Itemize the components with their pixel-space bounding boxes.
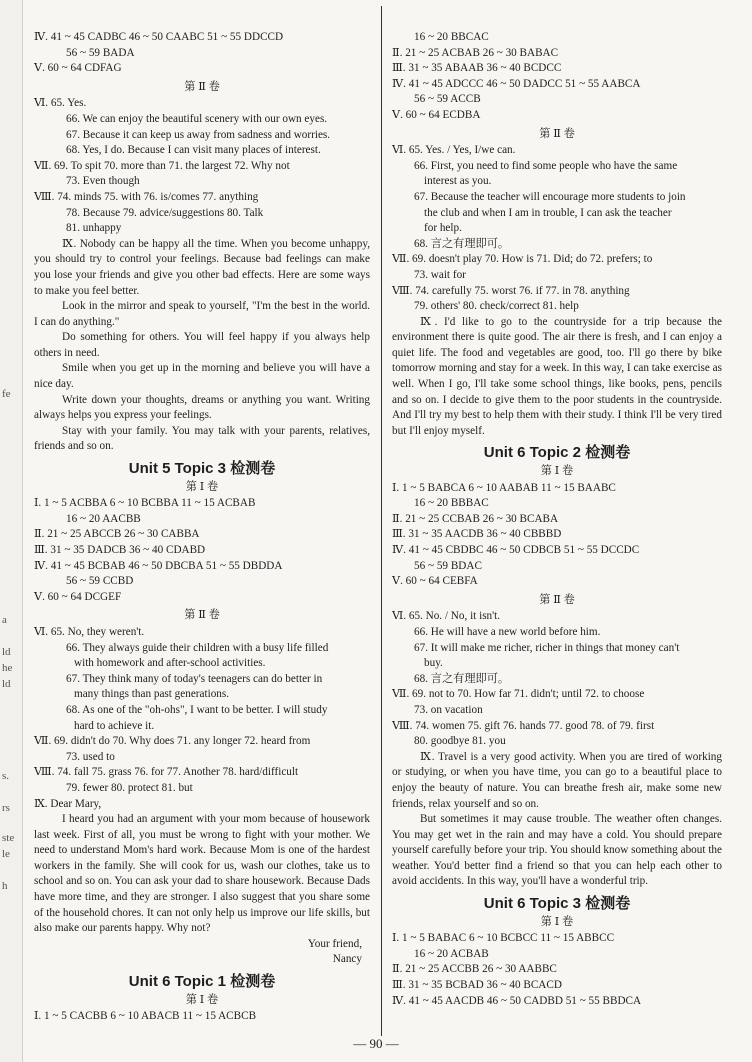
answer-line: Ⅱ. 21 ~ 25 ACBAB 26 ~ 30 BABAC (392, 46, 559, 59)
answer-line: Ⅴ. 60 ~ 64 CEBFA (392, 575, 478, 588)
section-heading: 第 Ⅱ 卷 (539, 127, 575, 140)
left-column (34, 30, 370, 1025)
answer-line: 66. First, you need to find some people who have the same (414, 159, 678, 172)
answer-line: 56 ~ 59 ACCB (414, 93, 481, 106)
margin-fragment: a (2, 614, 7, 626)
answer-line: Ⅳ. 41 ~ 45 AACDB 46 ~ 50 CADBD 51 ~ 55 BBDCA (392, 994, 642, 1007)
section-heading: 第 Ⅱ 卷 (184, 609, 220, 622)
answer-line: Ⅰ. 1 ~ 5 ACBBA 6 ~ 10 BCBBA 11 ~ 15 ACBAB (34, 497, 256, 510)
answer-line: Ⅶ. 69. not to 70. How far 71. didn't; until 72. to choose (392, 688, 645, 701)
section-heading: 第 Ⅱ 卷 (539, 593, 575, 606)
page-number: — 90 — (353, 1036, 399, 1051)
margin-fragment: ld (2, 678, 11, 690)
answer-line: Ⅲ. 31 ~ 35 BCBAD 36 ~ 40 BCACD (392, 979, 562, 992)
answer-line: hard to achieve it. (74, 719, 155, 732)
unit-title: Unit 6 Topic 1 检测卷 (128, 973, 276, 991)
answer-line: Ⅲ. 31 ~ 35 AACDB 36 ~ 40 CBBBD (392, 528, 562, 541)
section-heading: 第 Ⅰ 卷 (540, 465, 574, 478)
answer-line: 79. fewer 80. protect 81. but (66, 781, 193, 794)
answer-line: the club and when I am in trouble, I can ask the teacher (424, 206, 672, 219)
answer-line: 68. Yes, I do. Because I can visit many places of interest. (66, 144, 321, 157)
letter-signoff: Nancy (332, 953, 362, 966)
answer-line: 80. goodbye 81. you (414, 735, 506, 748)
answer-line: Ⅵ. 65. Yes. (34, 97, 87, 110)
answer-line: Ⅶ. 69. To spit 70. more than 71. the largest 72. Why not (34, 159, 290, 172)
answer-line: with homework and after-school activities. (74, 657, 266, 670)
paragraph: But sometimes it may cause trouble. The weather often changes. You may get wet in the rain and may have a cold. You should prepare yourself carefully before your trip. You should know something about the weather. You'd better find a friend so that you can help each other to avoid accidents. In this way, you'll have a wonderful trip. (392, 813, 722, 888)
answer-line: 67. It will make me richer, richer in things that money can't (414, 641, 680, 654)
answer-line: Ⅱ. 21 ~ 25 ACCBB 26 ~ 30 AABBC (392, 963, 557, 976)
right-column (392, 30, 722, 1009)
answer-line: Ⅲ. 31 ~ 35 ABAAB 36 ~ 40 BCDCC (392, 62, 562, 75)
paragraph: Write down your thoughts, dreams or anything you want. Writing always helps you express your feelings. (34, 393, 370, 422)
answer-line: Ⅷ. 74. fall 75. grass 76. for 77. Another 78. hard/difficult (34, 766, 299, 779)
paragraph: Stay with your family. You may talk with your parents, relatives, friends and so on. (34, 424, 370, 453)
answer-line: 16 ~ 20 BBCAC (414, 31, 489, 43)
answer-line: 68. As one of the "oh-ohs", I want to be better. I will study (66, 703, 328, 716)
answer-line: 16 ~ 20 ACBAB (414, 947, 489, 960)
section-heading: 第 Ⅱ 卷 (184, 80, 220, 93)
answer-line: Ⅷ. 74. women 75. gift 76. hands 77. good 78. of 79. first (392, 719, 655, 732)
letter-signoff: Your friend, (307, 937, 362, 950)
section-heading: 第 Ⅰ 卷 (185, 480, 219, 493)
answer-line: Ⅶ. 69. didn't do 70. Why does 71. any longer 72. heard from (34, 735, 311, 748)
margin-fragment: fe (2, 388, 11, 400)
paragraph: I heard you had an argument with your mom because of housework last week. First of all, you must be wrong to fight with your mother. We need to understand Mom's hard work. Because Mom is one of the hardest workers in the family. She will cook for us, wash our clothes, take us to school and so on. You can ask your dad to share housework. Because Dads have more time, and they are stronger. I also suggest that you share some of the household chores. It can not only help us improve our life skills, but also make our parents happy. Why not? (34, 813, 370, 935)
answer-line: 73. wait for (414, 268, 466, 281)
section-heading: 第 Ⅰ 卷 (540, 915, 574, 928)
answer-line: Ⅳ. 41 ~ 45 CBDBC 46 ~ 50 CDBCB 51 ~ 55 DCCDC (392, 544, 640, 556)
answer-line: 67. They think many of today's teenagers can do better in (66, 672, 323, 685)
unit-title: Unit 6 Topic 3 检测卷 (483, 895, 631, 913)
answer-line: 79. others' 80. check/correct 81. help (414, 300, 579, 313)
answer-line: many things than past generations. (74, 688, 230, 701)
answer-line: Ⅴ. 60 ~ 64 CDFAG (34, 62, 122, 75)
margin-fragment: he (2, 662, 13, 674)
answer-line: Ⅴ. 60 ~ 64 DCGEF (34, 590, 122, 603)
answer-line: 56 ~ 59 CCBD (66, 575, 134, 588)
answer-line: Ⅲ. 31 ~ 35 DADCB 36 ~ 40 CDABD (34, 544, 206, 556)
answer-line: 67. Because it can keep us away from sadness and worries. (66, 128, 331, 141)
paragraph: Ⅸ. Travel is a very good activity. When you are tired of working or studying, or when you have time, you can go to a beautiful place to enjoy the beauty of nature. You can breathe fresh air, make some new friends, relax yourself and so on. (392, 750, 722, 810)
margin-fragment: ste (2, 832, 15, 844)
answer-line: Ⅷ. 74. minds 75. with 76. is/comes 77. anything (34, 190, 259, 203)
answer-line: Ⅸ. Dear Mary, (34, 797, 102, 810)
answer-line: interest as you. (424, 175, 492, 188)
answer-line: 56 ~ 59 BDAC (414, 559, 482, 572)
answer-line: 66. We can enjoy the beautiful scenery with our own eyes. (66, 112, 328, 125)
answer-line: buy. (424, 657, 443, 670)
answer-line: Ⅶ. 69. doesn't play 70. How is 71. Did; do 72. prefers; to (392, 253, 653, 266)
answer-line: Ⅰ. 1 ~ 5 BABAC 6 ~ 10 BCBCC 11 ~ 15 ABBCC (392, 932, 615, 945)
column-divider (381, 6, 382, 1036)
answer-line: Ⅱ. 21 ~ 25 ABCCB 26 ~ 30 CABBA (34, 528, 200, 541)
answer-line: 78. Because 79. advice/suggestions 80. Talk (66, 206, 264, 219)
answer-line: Ⅰ. 1 ~ 5 CACBB 6 ~ 10 ABACB 11 ~ 15 ACBCB (34, 1010, 257, 1023)
unit-title: Unit 5 Topic 3 检测卷 (128, 460, 276, 478)
answer-line: 68. 言之有理即可。 (414, 237, 510, 250)
answer-line: 67. Because the teacher will encourage more students to join (414, 190, 686, 203)
answer-line: Ⅴ. 60 ~ 64 ECDBA (392, 108, 481, 121)
margin-fragment: s. (2, 770, 10, 782)
answer-line: 68. 言之有理即可。 (414, 672, 510, 685)
margin-fragment: le (2, 848, 10, 860)
answer-line: Ⅷ. 74. carefully 75. worst 76. if 77. in 78. anything (392, 284, 630, 297)
section-heading: 第 Ⅰ 卷 (185, 993, 219, 1006)
answer-line: 73. used to (66, 750, 115, 763)
answer-line: Ⅰ. 1 ~ 5 BABCA 6 ~ 10 AABAB 11 ~ 15 BAABC (392, 481, 616, 494)
answer-line: Ⅳ. 41 ~ 45 ADCCC 46 ~ 50 DADCC 51 ~ 55 AABCA (392, 77, 641, 90)
answer-line: Ⅵ. 65. No, they weren't. (34, 625, 145, 638)
answer-line: 66. They always guide their children with a busy life filled (66, 641, 329, 654)
paragraph: Do something for others. You will feel happy if you always help others in need. (34, 331, 370, 359)
answer-line: 73. Even though (66, 175, 140, 188)
left-margin-strip (0, 0, 23, 1062)
answer-line: for help. (424, 222, 462, 235)
answer-line: 16 ~ 20 AACBB (66, 512, 141, 525)
answer-line: Ⅳ. 41 ~ 45 BCBAB 46 ~ 50 DBCBA 51 ~ 55 DBDDA (34, 559, 283, 572)
paragraph: Smile when you get up in the morning and believe you will have a nice day. (34, 362, 370, 391)
answer-line: Ⅵ. 65. Yes. / Yes, I/we can. (392, 144, 516, 157)
answer-line: 16 ~ 20 BBBAC (414, 497, 489, 510)
unit-title: Unit 6 Topic 2 检测卷 (483, 444, 631, 462)
answer-line: Ⅵ. 65. No. / No, it isn't. (392, 610, 501, 623)
paragraph: Ⅸ. I'd like to go to the countryside for a trip because the environment there is quite good. The air there is fresh, and I can enjoy a quiet life. The food and vegetables are good, too. I'll go there by bike tomorrow morning and stay for a week. In this way, I can take exercise as well. When I go, I'll take some school things, like books, pens, pencils and so on. I decide to give them to the poor students in the countryside. And I'll try my best to help them with their study. I think I'll be very tired but I'll enjoy myself. (392, 315, 722, 437)
margin-fragment: h (2, 880, 8, 892)
answer-line: 66. He will have a new world before him. (414, 625, 601, 638)
answer-line: Ⅳ. 41 ~ 45 CADBC 46 ~ 50 CAABC 51 ~ 55 DDCCD (34, 31, 284, 43)
paragraph: Look in the mirror and speak to yourself, "I'm the best in the world. I can do anything." (34, 300, 370, 328)
answer-line: 73. on vacation (414, 703, 483, 716)
margin-fragment: ld (2, 646, 11, 658)
answer-line: Ⅱ. 21 ~ 25 CCBAB 26 ~ 30 BCABA (392, 512, 559, 525)
answer-line: 81. unhappy (66, 222, 122, 235)
answer-line: 56 ~ 59 BADA (66, 46, 135, 59)
margin-fragment: rs (2, 802, 10, 814)
paragraph: Ⅸ. Nobody can be happy all the time. When you become unhappy, you should try to control your feelings. Because bad feelings can make you lose your friends and give you other bad effects. Here are some ways to make you feel better. (34, 237, 370, 297)
